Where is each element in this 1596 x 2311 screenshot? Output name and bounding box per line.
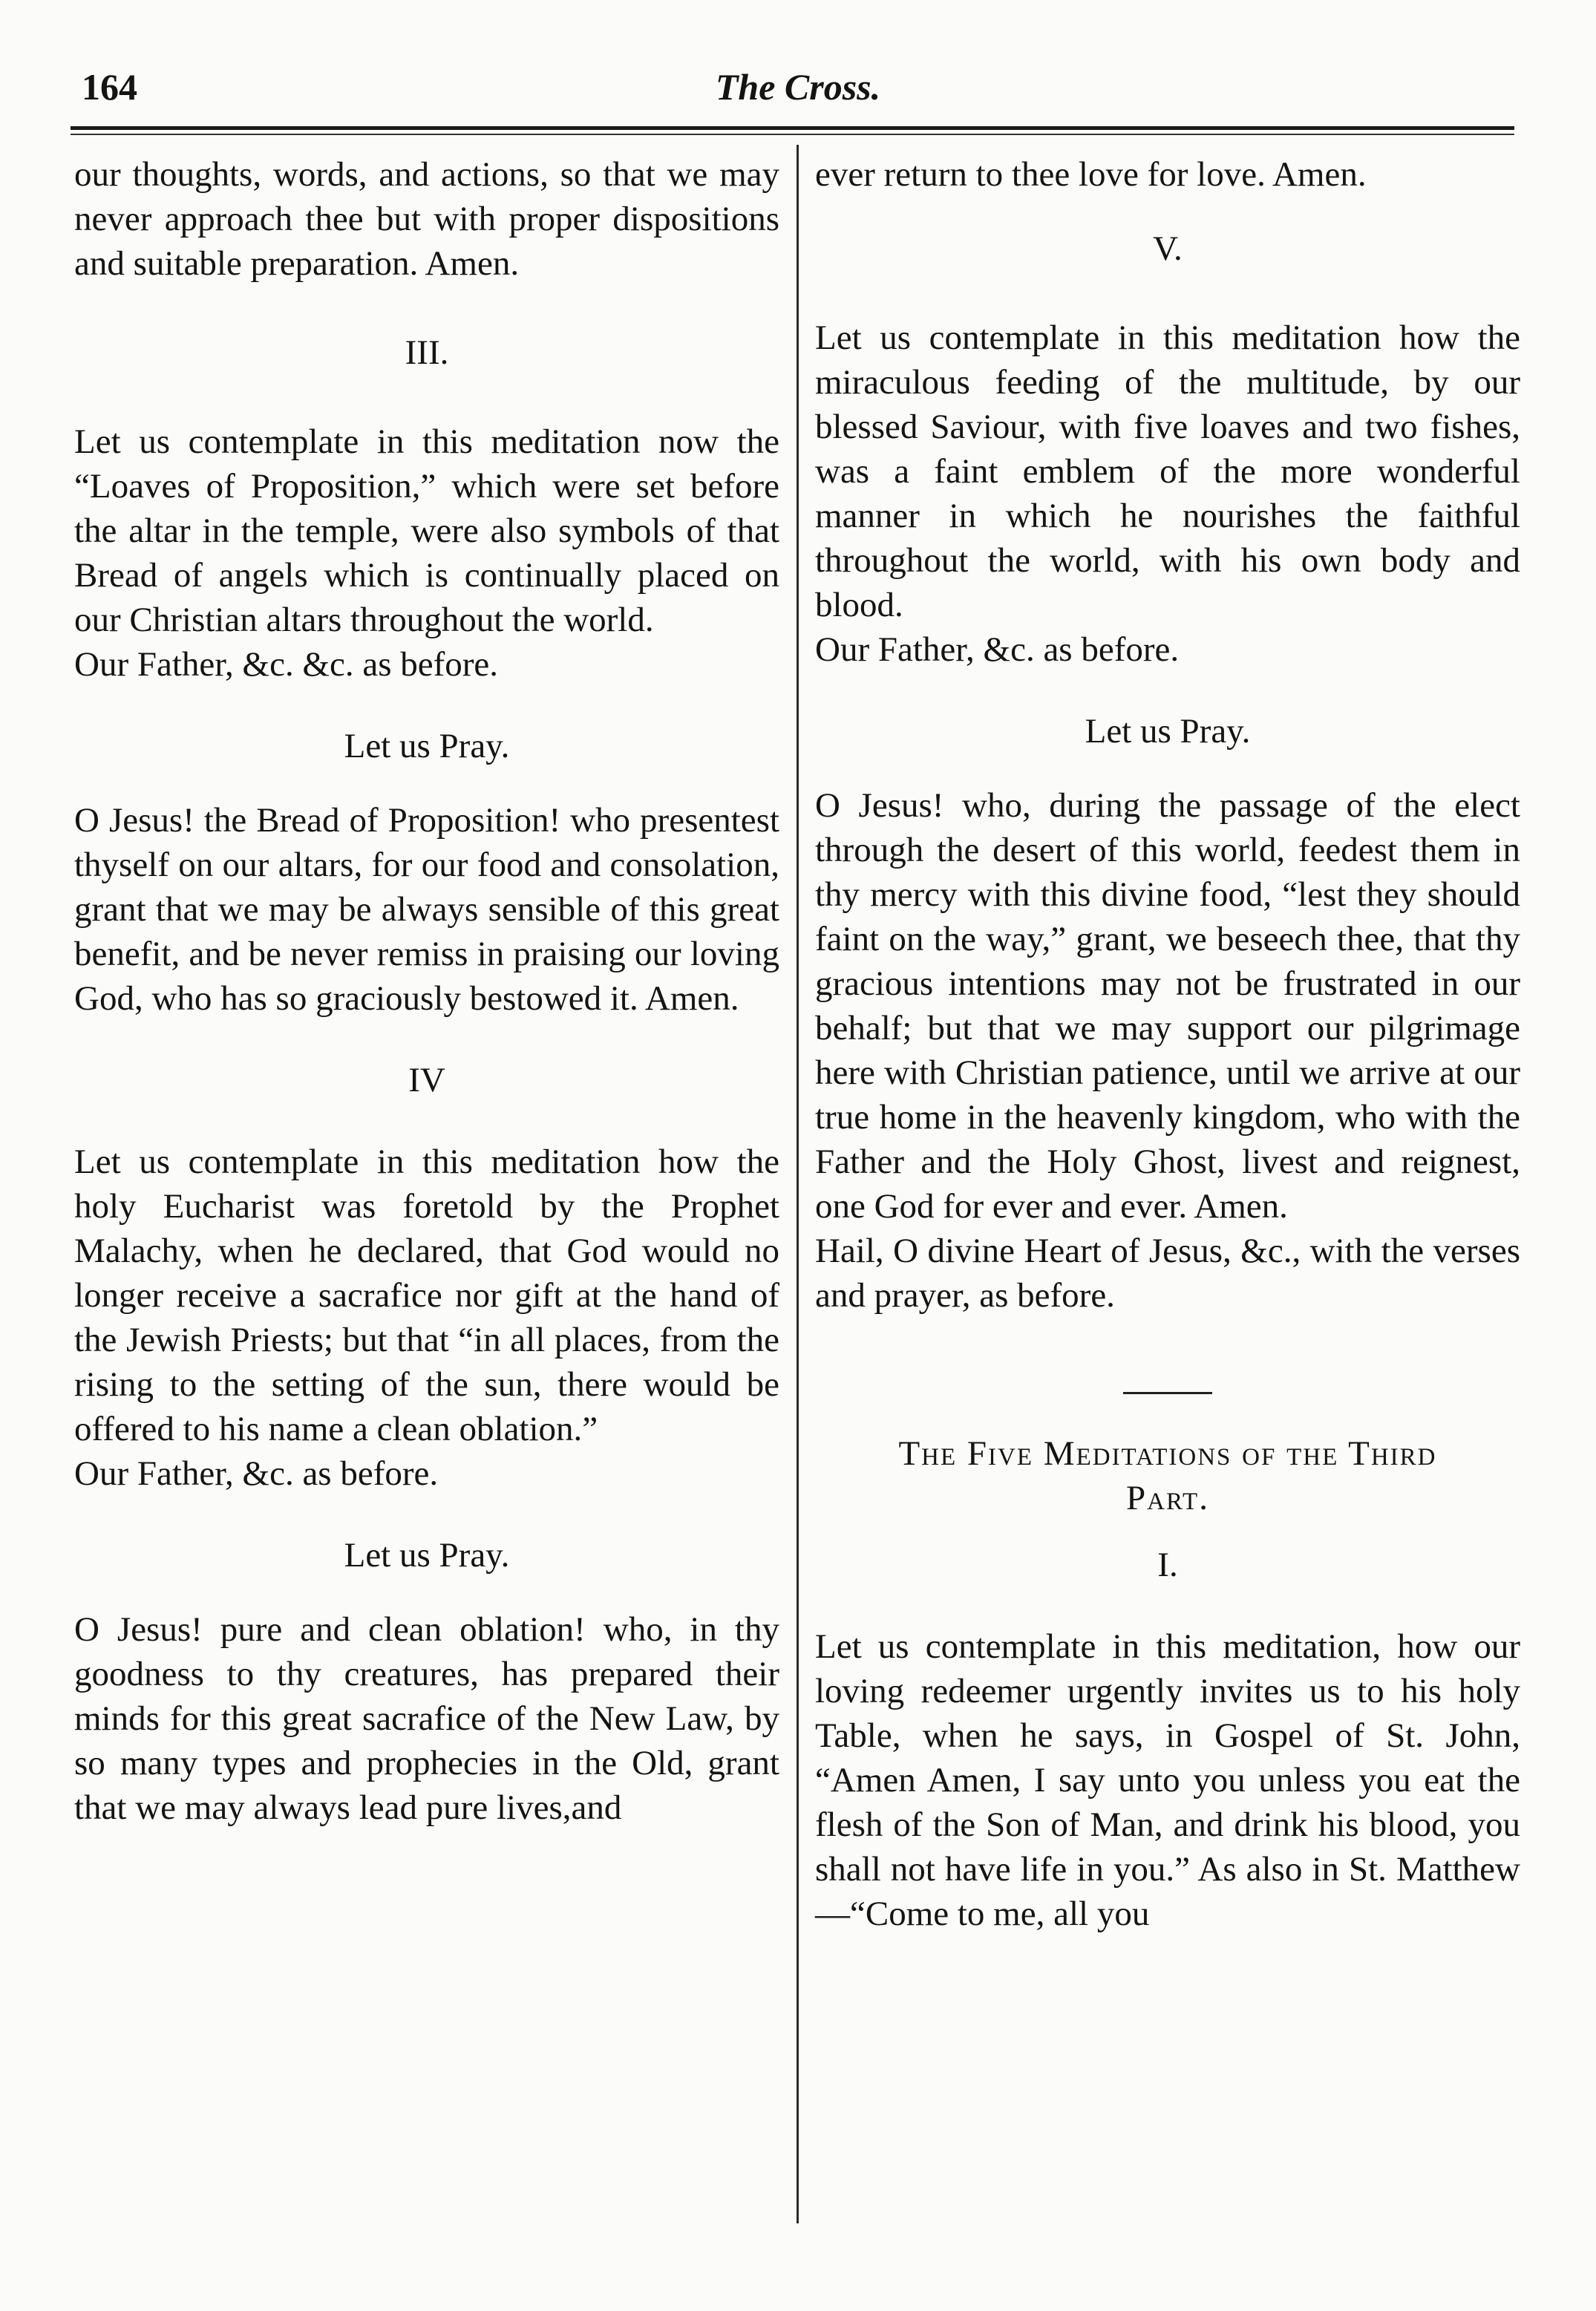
opening-paragraph-left: our thoughts, words, and actions, so that we may never approach thee but with proper dispositions and suitable preparation. Amen.: [74, 155, 779, 283]
section-numeral-iii: III.: [405, 333, 449, 372]
prayer-iv: O Jesus! pure and clean oblation! who, in thy goodness to thy creatures, has prepared their minds for this great sacrafice of the New Law, by so many types and prophecies in the Old, grant that we may always lead pure lives,and: [74, 1610, 779, 1827]
meditation-iv: Let us contemplate in this meditation how the holy Eucharist was foretold by the Prophet Malachy, when he declared, that God would no longer receive a sacrafice nor gift at the hand of the Jewish Priests; but that “in all places, from the rising to the setting of the sun, there would be offered to his name a clean oblation.”: [74, 1143, 779, 1448]
running-title: The Cross.: [715, 66, 881, 108]
let-us-pray-iv: Let us Pray.: [344, 1536, 510, 1575]
prayer-iii: O Jesus! the Bread of Proposition! who presentest thyself on our altars, for our food and consolation, grant that we may be always sensible of this great benefit, and be never remiss in praising our loving God, who has so graciously bestowed it. Amen.: [74, 801, 779, 1018]
our-father-v: Our Father, &c. as before.: [815, 630, 1180, 669]
our-father-iii: Our Father, &c. &c. as before.: [74, 645, 499, 684]
opening-paragraph-right: ever return to thee love for love. Amen.: [815, 155, 1367, 194]
meditation-i: Let us contemplate in this meditation, how our loving redeemer urgently invites us to his holy Table, when he says, in Gospel of St. John, “Amen Amen, I say unto you unless you eat the flesh of the Son of Man, and drink his blood, you shall not have life in you.” As also in St. Matthew—“Come to me, all you: [815, 1627, 1520, 1933]
third-part-title-line2: Part.: [1126, 1479, 1209, 1517]
third-part-title-line1: The Five Meditations of the Third: [898, 1434, 1437, 1473]
header-rule: [71, 126, 1514, 130]
meditation-iii: Let us contemplate in this meditation now the “Loaves of Proposition,” which were set before the altar in the temple, were also symbols of that Bread of angels which is continually placed on our Christian altars throughout the world.: [74, 422, 779, 639]
let-us-pray-iii: Let us Pray.: [344, 727, 510, 765]
left-column: [74, 152, 779, 1830]
page-number: 164: [82, 66, 137, 108]
section-numeral-i: I.: [1157, 1546, 1178, 1584]
prayer-v: O Jesus! who, during the passage of the elect through the desert of this world, feedest them in thy mercy with this divine food, “lest they should faint on the way,” grant, we beseech thee, that thy gracious intentions may not be frustrated in our behalf; but that we may support our pilgrimage here with Christian patience, until we arrive at our true home in the heavenly kingdom, who with the Father and the Holy Ghost, livest and reignest, one God for ever and ever. Amen.: [815, 786, 1520, 1226]
page-header: [82, 65, 1514, 117]
third-part-title: [815, 1431, 1520, 1520]
section-divider-rule: [1123, 1392, 1212, 1394]
hail-paragraph: Hail, O divine Heart of Jesus, &c., with the verses and prayer, as before.: [815, 1232, 1520, 1315]
section-numeral-iv: IV: [408, 1061, 445, 1099]
section-numeral-v: V.: [1153, 229, 1183, 268]
let-us-pray-v: Let us Pray.: [1085, 712, 1251, 751]
our-father-iv: Our Father, &c. as before.: [74, 1454, 439, 1493]
header-rule-thin: [71, 134, 1514, 135]
right-column: [815, 152, 1520, 1936]
column-divider: [797, 145, 799, 2223]
meditation-v: Let us contemplate in this meditation how the miraculous feeding of the multitude, by our blessed Saviour, with five loaves and two fishes, was a faint emblem of the more wonderful manner in which he nourishes the faithful throughout the world, with his own body and blood.: [815, 318, 1520, 624]
